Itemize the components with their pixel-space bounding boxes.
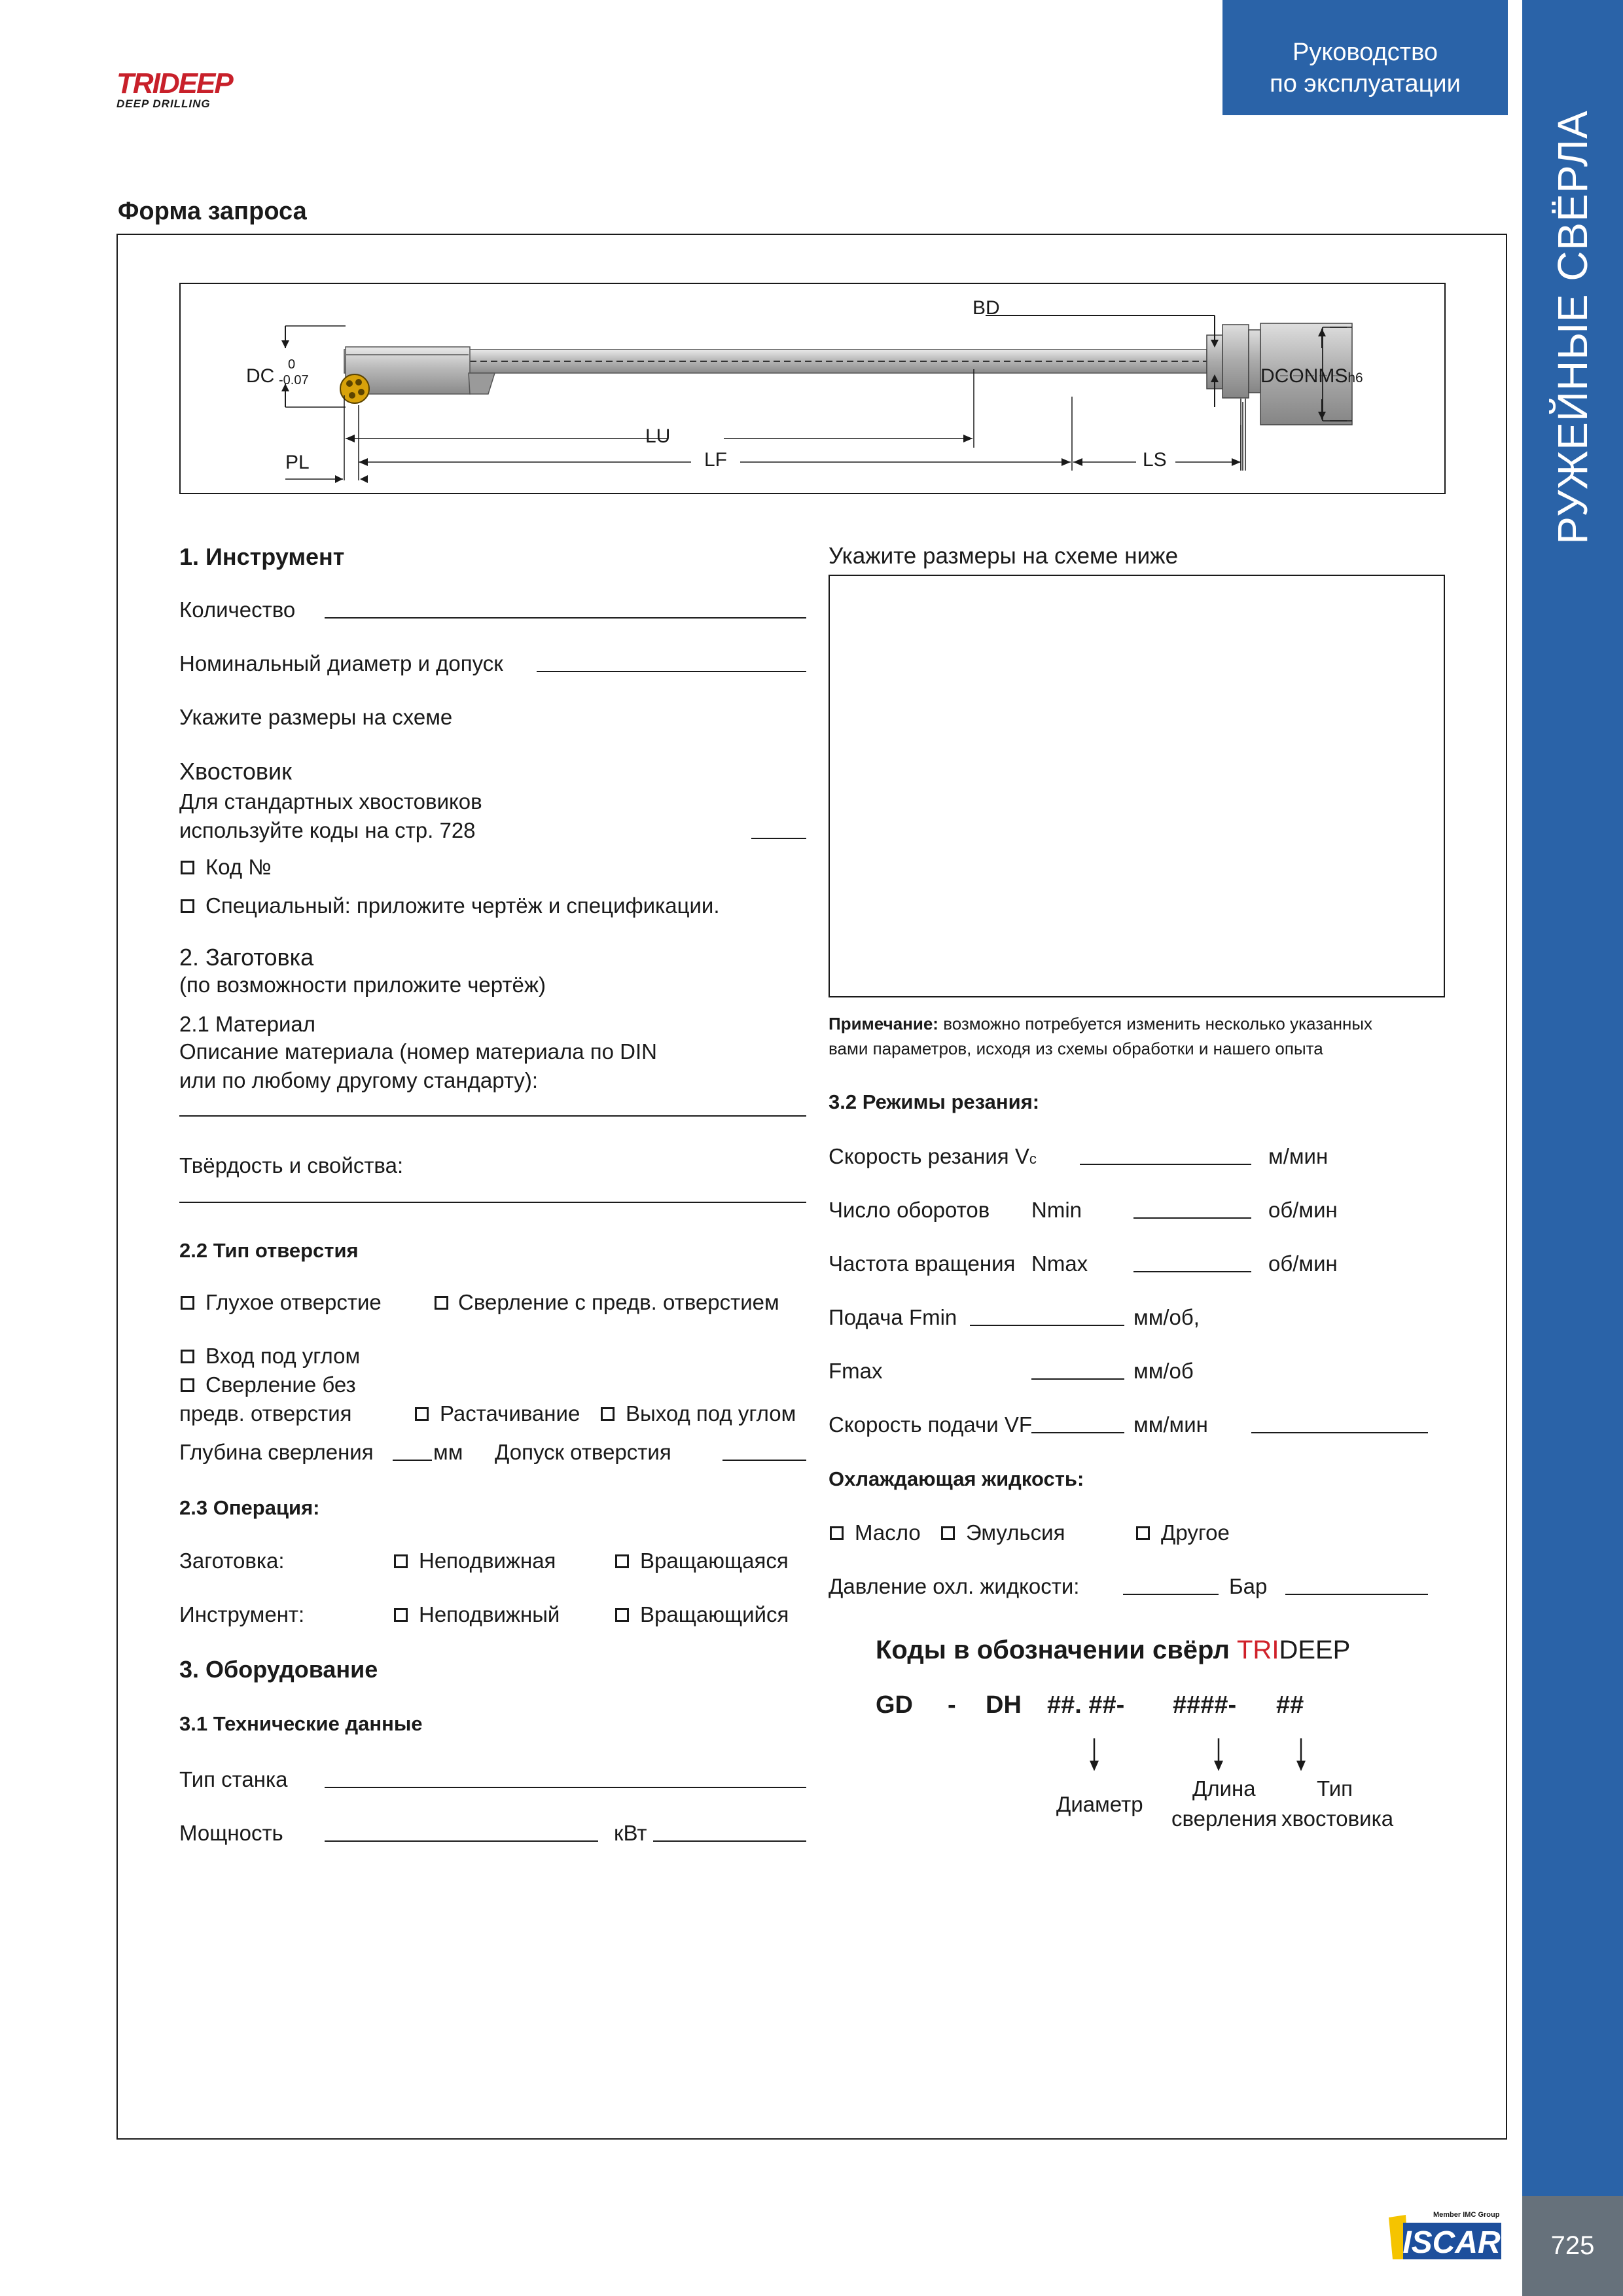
label-tool-rotating: Вращающийся xyxy=(640,1602,789,1626)
shank-hint-line1: Для стандартных хвостовиков xyxy=(179,789,482,814)
coolant-title: Охлаждающая жидкость: xyxy=(829,1467,1084,1490)
trideep-logo xyxy=(116,69,254,109)
manual-tab xyxy=(1222,0,1508,115)
label-power: Мощность xyxy=(179,1821,283,1845)
section-equipment-title: 3. Оборудование xyxy=(179,1656,378,1683)
pressure-field[interactable] xyxy=(1123,1594,1219,1595)
angle-exit-checkbox[interactable] xyxy=(601,1407,615,1421)
shank-code-field[interactable] xyxy=(751,838,806,839)
pressure-extra-field[interactable] xyxy=(1285,1594,1428,1595)
form-frame xyxy=(116,234,1507,2140)
label-feed-speed: Скорость подачи VF xyxy=(829,1412,1033,1437)
label-code-no: Код № xyxy=(205,855,272,879)
hole-tolerance-field[interactable] xyxy=(722,1460,806,1461)
label-lu: LU xyxy=(645,425,671,447)
label-hole-tolerance: Допуск отверстия xyxy=(495,1440,671,1464)
label-nmax: Nmax xyxy=(1031,1251,1088,1276)
nominal-field[interactable] xyxy=(537,671,806,672)
cut-speed-field[interactable] xyxy=(1080,1164,1251,1165)
label-fmax-unit: мм/об xyxy=(1133,1359,1194,1383)
label-pressure-unit: Бар xyxy=(1229,1574,1268,1598)
note-line1 xyxy=(829,1014,1372,1034)
code-gd: GD xyxy=(876,1691,913,1719)
label-nmin-unit: об/мин xyxy=(1268,1198,1338,1222)
material-title: 2.1 Материал xyxy=(179,1012,316,1036)
code-dh: DH xyxy=(986,1691,1022,1719)
label-nominal: Номинальный диаметр и допуск xyxy=(179,651,503,675)
codes-title-text: Коды в обозначении свёрл xyxy=(876,1636,1237,1664)
hardness-field[interactable] xyxy=(179,1202,806,1203)
fmin-field[interactable] xyxy=(970,1325,1124,1326)
other-coolant-checkbox[interactable] xyxy=(1136,1526,1150,1540)
label-special: Специальный: приложите чертёж и спецификации. xyxy=(205,893,720,918)
label-angle-exit: Выход под углом xyxy=(626,1401,796,1426)
drill-drawing xyxy=(179,283,1446,494)
label-tool-op: Инструмент: xyxy=(179,1602,305,1626)
label-ls: LS xyxy=(1143,449,1167,471)
iscar-member-text: Member IMC Group xyxy=(1433,2211,1500,2219)
section-instrument-title: 1. Инструмент xyxy=(179,543,345,570)
label-rot-freq: Частота вращения xyxy=(829,1251,1016,1276)
workpiece-hint: (по возможности приложите чертёж) xyxy=(179,973,546,997)
iscar-mark-icon xyxy=(1386,2211,1510,2263)
label-machine: Тип станка xyxy=(179,1767,288,1791)
code-dash: - xyxy=(948,1691,956,1719)
nmax-field[interactable] xyxy=(1133,1271,1251,1272)
label-boring: Растачивание xyxy=(440,1401,580,1426)
label-nmax-unit: об/мин xyxy=(1268,1251,1338,1276)
label-power-unit: кВт xyxy=(614,1821,647,1845)
note-line2: вами параметров, исходя из схемы обработки и нашего опыта xyxy=(829,1039,1323,1058)
operation-title: 2.3 Операция: xyxy=(179,1496,320,1519)
label-bd: BD xyxy=(972,297,1000,319)
section-workpiece-title: 2. Заготовка xyxy=(179,944,314,971)
page-number: 725 xyxy=(1550,2231,1595,2260)
label-pl: PL xyxy=(285,452,310,473)
label-dc-tol-top: 0 xyxy=(288,357,296,372)
shank-title: Хвостовик xyxy=(179,758,292,785)
label-cut-speed xyxy=(829,1144,1037,1169)
wp-static-checkbox[interactable] xyxy=(394,1554,408,1568)
svg-text:ISCAR: ISCAR xyxy=(1402,2225,1501,2260)
quantity-field[interactable] xyxy=(325,617,806,619)
label-feed-speed-unit: мм/мин xyxy=(1133,1412,1208,1437)
note-label: Примечание: xyxy=(829,1014,938,1033)
label-fmin-unit: мм/об, xyxy=(1133,1305,1200,1329)
special-checkbox[interactable] xyxy=(181,899,194,913)
label-code-shank-line2: хвостовика xyxy=(1281,1806,1394,1831)
tool-static-checkbox[interactable] xyxy=(394,1608,408,1622)
tool-rotating-checkbox[interactable] xyxy=(615,1608,629,1622)
label-wp-static: Неподвижная xyxy=(419,1549,556,1573)
emulsion-checkbox[interactable] xyxy=(941,1526,955,1540)
nmin-field[interactable] xyxy=(1133,1217,1251,1219)
code-no-checkbox[interactable] xyxy=(181,861,194,874)
label-dims-hint: Укажите размеры на схеме xyxy=(179,705,453,729)
form-title: Форма запроса xyxy=(118,198,307,225)
label-rpm: Число оборотов xyxy=(829,1198,990,1222)
shank-hint-line2: используйте коды на стр. 728 xyxy=(179,818,476,842)
label-lf: LF xyxy=(704,449,728,471)
predrill-checkbox[interactable] xyxy=(435,1296,448,1310)
boring-checkbox[interactable] xyxy=(415,1407,429,1421)
label-dconms xyxy=(1260,365,1363,388)
label-fmax: Fmax xyxy=(829,1359,883,1383)
label-depth-unit: мм xyxy=(433,1440,463,1464)
label-predrill: Сверление с предв. отверстием xyxy=(458,1290,779,1314)
label-dc: DC xyxy=(246,365,275,387)
label-pressure: Давление охл. жидкости: xyxy=(829,1574,1080,1598)
wp-rotating-checkbox[interactable] xyxy=(615,1554,629,1568)
hole-type-title: 2.2 Тип отверстия xyxy=(179,1239,359,1262)
label-emulsion: Эмульсия xyxy=(966,1520,1065,1545)
label-workpiece-op: Заготовка: xyxy=(179,1549,285,1573)
cutting-modes-title: 3.2 Режимы резания: xyxy=(829,1090,1040,1113)
label-nmin: Nmin xyxy=(1031,1198,1082,1222)
label-dconms-text: DCONMS xyxy=(1260,365,1348,387)
trideep-logo-text: TRIDEEP xyxy=(116,67,232,99)
codes-title-deep: DEEP xyxy=(1279,1636,1351,1664)
material-desc-line2: или по любому другому стандарту): xyxy=(179,1068,538,1092)
manual-tab-line2: по эксплуатации xyxy=(1270,70,1461,98)
label-no-predrill-line1: Сверление без xyxy=(205,1372,356,1397)
label-dconms-sub: h6 xyxy=(1347,370,1363,386)
label-oil: Масло xyxy=(855,1520,921,1545)
manual-tab-line1: Руководство xyxy=(1292,39,1438,66)
label-dc-tol-bottom: -0.07 xyxy=(279,373,309,387)
label-cut-speed-text: Скорость резания V xyxy=(829,1144,1029,1168)
code-diameter: ##. ##- xyxy=(1047,1691,1125,1719)
codes-title xyxy=(876,1635,1350,1665)
power-extra-field[interactable] xyxy=(653,1840,806,1842)
material-field[interactable] xyxy=(179,1115,806,1117)
no-predrill-checkbox[interactable] xyxy=(181,1378,194,1392)
label-code-diameter: Диаметр xyxy=(1056,1792,1143,1816)
iscar-logo xyxy=(1386,2211,1510,2263)
side-title xyxy=(1522,0,1623,569)
codes-title-tri: TRI xyxy=(1237,1636,1279,1664)
power-field[interactable] xyxy=(325,1840,598,1842)
label-quantity: Количество xyxy=(179,598,296,622)
label-blind-hole: Глухое отверстие xyxy=(205,1290,382,1314)
label-wp-rotating: Вращающаяся xyxy=(640,1549,789,1573)
label-cut-speed-sub: c xyxy=(1029,1151,1037,1167)
feed-speed-extra-field[interactable] xyxy=(1251,1432,1428,1433)
label-other-coolant: Другое xyxy=(1161,1520,1230,1545)
angle-entry-checkbox[interactable] xyxy=(181,1350,194,1363)
side-title-text: РУЖЕЙНЫЕ СВЁРЛА xyxy=(1549,110,1596,545)
oil-checkbox[interactable] xyxy=(830,1526,844,1540)
dims-box-title: Укажите размеры на схеме ниже xyxy=(829,543,1179,569)
depth-field[interactable] xyxy=(393,1460,432,1461)
label-no-predrill-line2: предв. отверстия xyxy=(179,1401,352,1426)
label-angle-entry: Вход под углом xyxy=(205,1344,361,1368)
feed-speed-field[interactable] xyxy=(1031,1432,1124,1433)
material-desc-line1: Описание материала (номер материала по DIN xyxy=(179,1039,658,1064)
label-code-length-line2: сверления xyxy=(1171,1806,1277,1831)
dimensions-sketch-area[interactable] xyxy=(829,575,1445,997)
label-hardness: Твёрдость и свойства: xyxy=(179,1153,404,1177)
label-depth: Глубина сверления xyxy=(179,1440,374,1464)
fmax-field[interactable] xyxy=(1031,1378,1124,1380)
label-cut-speed-unit: м/мин xyxy=(1268,1144,1329,1168)
label-feed-fmin: Подача Fmin xyxy=(829,1305,957,1329)
machine-field[interactable] xyxy=(325,1787,806,1788)
label-code-shank-line1: Тип xyxy=(1317,1776,1353,1801)
label-tool-static: Неподвижный xyxy=(419,1602,560,1626)
drill-diagram xyxy=(181,284,1447,495)
note-text1: возможно потребуется изменить несколько указанных xyxy=(938,1014,1373,1033)
label-code-length-line1: Длина xyxy=(1192,1776,1256,1801)
tech-data-title: 3.1 Технические данные xyxy=(179,1712,423,1735)
code-shank: ## xyxy=(1276,1691,1304,1719)
page-number-tab xyxy=(1522,2196,1623,2296)
blind-hole-checkbox[interactable] xyxy=(181,1296,194,1310)
trideep-logo-sub: DEEP DRILLING xyxy=(116,98,211,110)
code-length: ####- xyxy=(1173,1691,1237,1719)
